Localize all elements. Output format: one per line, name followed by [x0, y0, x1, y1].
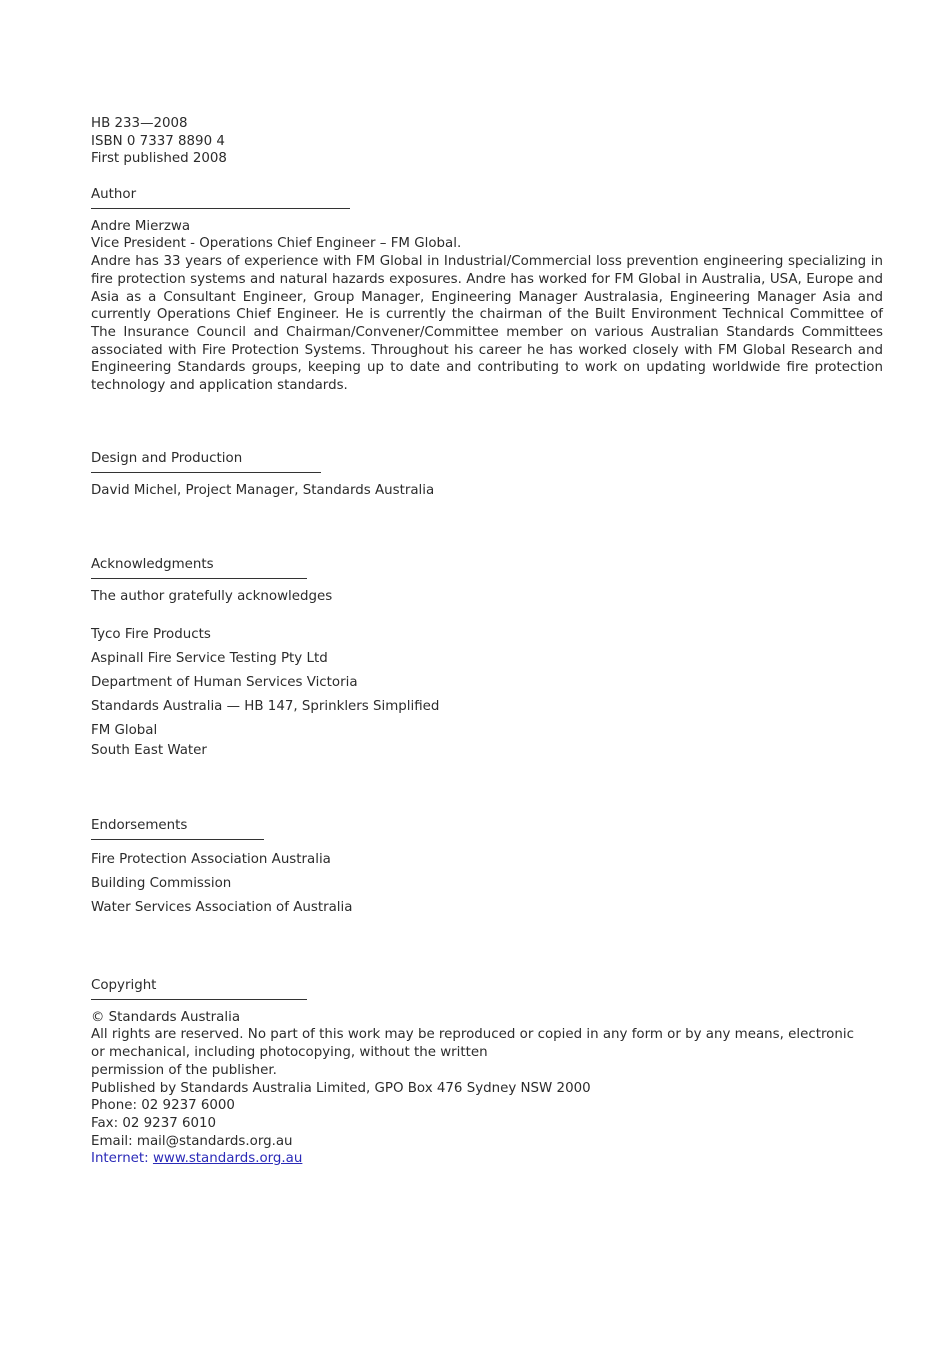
internet-line [91, 1150, 883, 1168]
website-link[interactable]: www.standards.org.au [152, 1151, 303, 1167]
endorsement-item: Building Commission [91, 875, 232, 891]
acknowledgment-item: FM Global [91, 723, 158, 739]
author-section [91, 186, 883, 395]
acknowledgment-item: Standards Australia — HB 147, Sprinklers Simplified [91, 699, 440, 715]
acknowledgment-item: Aspinall Fire Service Testing Pty Ltd [91, 651, 328, 667]
design-credit: David Michel, Project Manager, Standards Australia [91, 482, 435, 498]
acknowledgment-item: Tyco Fire Products [91, 627, 211, 643]
acknowledgments-section [91, 556, 883, 760]
email-address: Email: mail@standards.org.au [91, 1133, 293, 1149]
publisher-address: Published by Standards Australia Limited, GPO Box 476 Sydney NSW 2000 [91, 1080, 591, 1096]
endorsement-item: Fire Protection Association Australia [91, 851, 331, 867]
copyright-heading: Copyright [91, 978, 157, 993]
endorsement-item: Water Services Association of Australia [91, 899, 353, 915]
acknowledgments-heading: Acknowledgments [91, 557, 214, 572]
acknowledgments-intro: The author gratefully acknowledges [91, 588, 333, 604]
first-published: First published 2008 [91, 151, 227, 167]
author-name: Andre Mierzwa [91, 218, 191, 234]
copyright-owner: © Standards Australia [91, 1009, 241, 1025]
endorsements-heading: Endorsements [91, 818, 188, 833]
fax-number: Fax: 02 9237 6010 [91, 1115, 217, 1131]
design-heading: Design and Production [91, 451, 243, 466]
rights-text: permission of the publisher. [91, 1062, 277, 1078]
phone-number: Phone: 02 9237 6000 [91, 1098, 235, 1114]
publication-info [91, 115, 883, 168]
isbn: ISBN 0 7337 8890 4 [91, 133, 225, 149]
hb-number: HB 233—2008 [91, 116, 188, 131]
acknowledgment-item: Department of Human Services Victoria [91, 675, 358, 691]
author-heading: Author [91, 187, 137, 202]
endorsements-section [91, 817, 883, 916]
internet-label: Internet: [91, 1151, 153, 1167]
rights-text: or mechanical, including photocopying, without the written [91, 1045, 488, 1061]
copyright-section [91, 977, 883, 1168]
author-role: Vice President - Operations Chief Engineer – FM Global. [91, 236, 462, 252]
rights-text: All rights are reserved. No part of this work may be reproduced or copied in any form or by any means, electronic [91, 1027, 854, 1043]
acknowledgment-item: South East Water [91, 743, 207, 759]
author-bio: Andre has 33 years of experience with FM Global in Industrial/Commercial loss prevention engineering specializing in fire protection systems and natural hazards exposures. Andre has worked for FM Global in Australia, USA, Europe and Asia as a Consultant Engineer, Group Manager, Engineering Manager Australasia, Engineering Manager Asia and currently Operations Chief Engineer. He is currently the chairman of the Built Environment Technical Committee of The Insurance Council and Chairman/Convener/Committee member on various Australian Standards Committees associated with Fire Protection Systems. Throughout his career he has worked closely with FM Global Research and Engineering Standards groups, keeping up to date and contributing to work on updating worldwide fire protection technology and application standards. [91, 254, 883, 394]
design-section [91, 450, 883, 499]
